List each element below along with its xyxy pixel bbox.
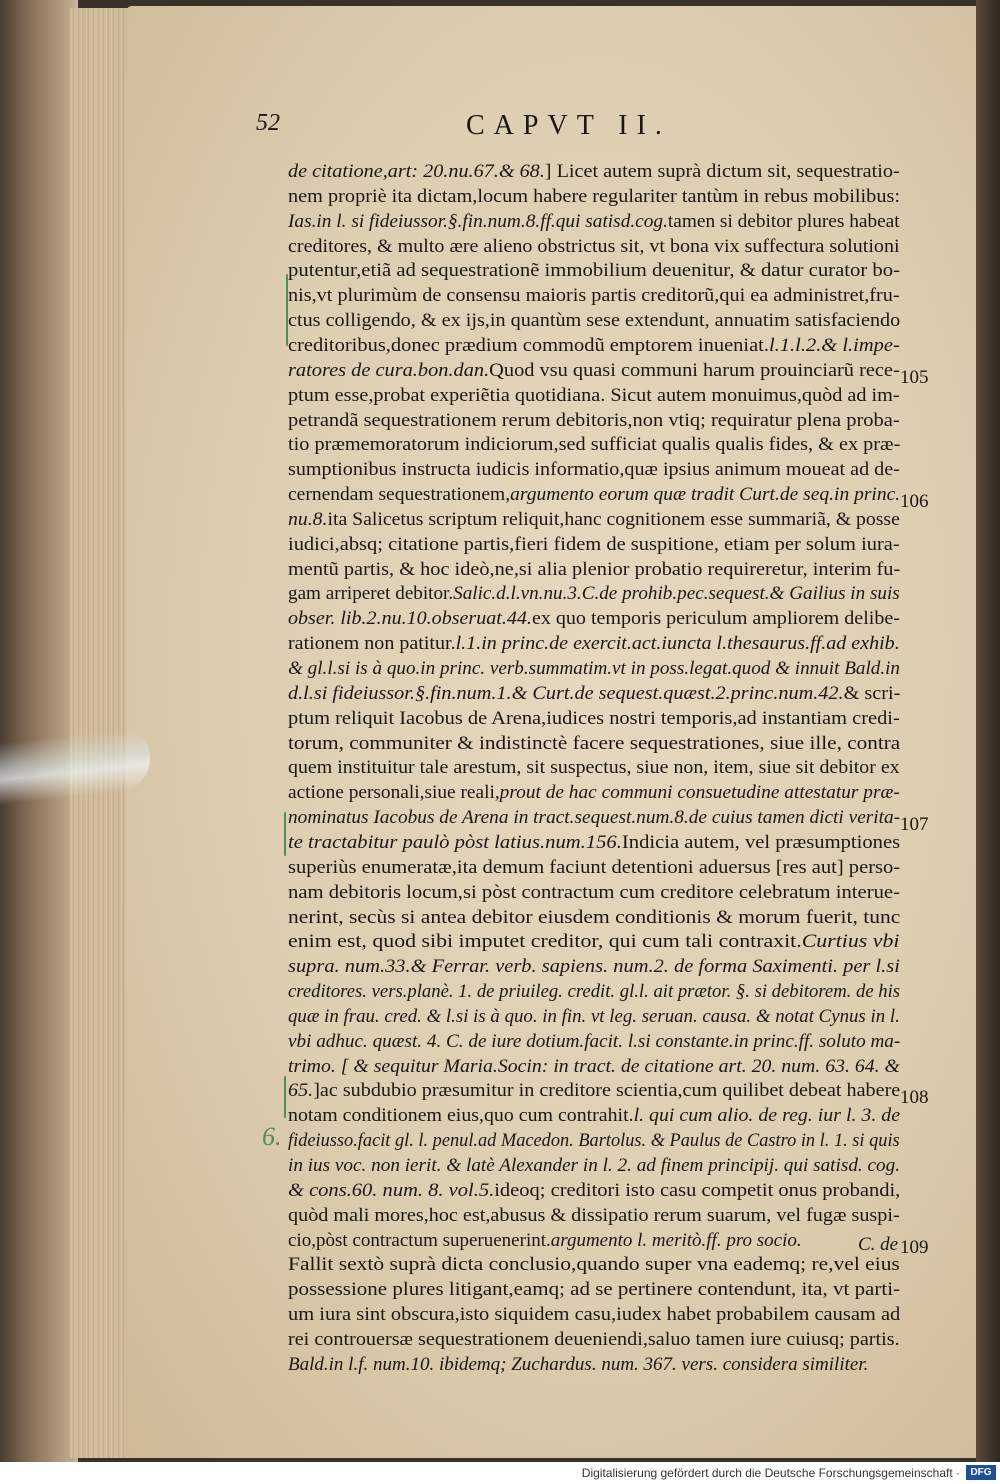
text-line xyxy=(288,1278,900,1302)
text-line xyxy=(288,1030,900,1054)
text-line xyxy=(288,533,900,557)
text-line xyxy=(288,682,900,706)
text-line-content xyxy=(288,756,900,780)
text-segment: ex quo temporis periculum ampliorem delibe- xyxy=(531,608,900,630)
text-segment: quem instituitur tale arestum, sit suspectus, siue non, item, siue sit debitor ex xyxy=(288,757,900,779)
text-line-content xyxy=(288,433,900,457)
text-line xyxy=(288,980,900,1004)
text-segment: notam conditionem eius,quo cum contrahit. xyxy=(288,1105,634,1127)
text-line xyxy=(288,309,900,333)
text-segment: petrandã sequestrationem rerum debitoris,non vtiq; requiratur plena proba- xyxy=(288,409,900,431)
pencil-mark xyxy=(286,274,288,346)
italic-citation: d.l.si fideiussor.§.fin.num.1.& Curt.de sequest.quæst.2.princ.num.42. xyxy=(288,682,844,704)
text-line xyxy=(288,235,900,259)
text-line-content xyxy=(288,160,900,184)
italic-citation: obser. lib.2.nu.10.obseruat.44. xyxy=(288,608,532,630)
text-line-content xyxy=(288,409,900,433)
text-line xyxy=(288,582,900,606)
text-line xyxy=(288,1179,900,1203)
italic-citation: Salic.d.l.vn.nu.3.C.de prohib.pec.sequest.& Gailius in suis xyxy=(453,583,900,605)
text-line xyxy=(288,384,900,408)
text-line-content xyxy=(288,1129,900,1153)
text-segment: Indicia autem, vel præsumptiones xyxy=(621,831,901,853)
text-line-content xyxy=(288,1229,802,1253)
italic-citation: Ias.in l. si fideiussor.§.fin.num.8.ff.qui satisd.cog. xyxy=(288,210,668,232)
text-line xyxy=(288,856,900,880)
text-line xyxy=(288,1328,900,1352)
text-segment: gam arriperet debitor. xyxy=(288,583,454,605)
text-segment: iudici,absq; citatione partis,fieri fidem de suspitione, etiam per solum iura- xyxy=(288,533,900,555)
text-segment: tio præmemoratorum indiciorum,sed sufficiat qualis qualis fides, & ex præ- xyxy=(288,434,901,456)
text-line xyxy=(288,558,900,582)
text-segment: putentur,etiã ad sequestrationẽ immobilium deuenitur, & datur curator bo- xyxy=(288,260,900,282)
text-line-content xyxy=(288,1030,900,1054)
italic-citation: nu.8. xyxy=(288,508,328,530)
text-segment: quòd mali mores,hoc est,abusus & dissipatio rerum suarum, vel fugæ suspi- xyxy=(288,1204,900,1226)
text-line-content xyxy=(288,334,900,358)
text-segment: ideoq; creditori isto casu competit onus probandi, xyxy=(494,1179,901,1201)
text-segment: tamen si debitor plures habeat xyxy=(667,210,900,232)
text-line-content xyxy=(288,682,900,706)
page-gutter-shadow xyxy=(976,0,1000,1462)
text-segment: mentũ partis, & hoc ideò,ne,si alia plenior probatio requireretur, interim fu- xyxy=(288,558,901,580)
text-line xyxy=(288,1129,900,1153)
text-line-content xyxy=(288,806,900,830)
text-line-content xyxy=(288,607,900,631)
text-line-content xyxy=(288,856,900,880)
text-segment: creditores, & multo ære alieno obstrictus sit, vt bona vix suffectura solutioni xyxy=(288,235,900,257)
text-line xyxy=(288,359,900,383)
text-line-content xyxy=(288,657,900,681)
digitization-footer xyxy=(0,1462,1000,1484)
italic-citation: l. qui cum alio. de reg. iur l. 3. de xyxy=(633,1105,901,1127)
italic-citation: in ius voc. non ierit. & latè Alexander in l. 2. ad finem principij. qui satisd. cog. xyxy=(288,1155,901,1176)
text-segment: torum, communiter & indistinctè facere sequestrationes, siue ille, contra xyxy=(288,732,901,754)
text-line xyxy=(288,930,900,954)
italic-citation: quæ in frau. cred. & l.si is à quo. in fin. vt leg. seruan. causa. & notat Cynus in l. xyxy=(288,1005,900,1027)
text-line-content xyxy=(288,558,900,582)
italic-citation: trimo. [ & sequitur Maria.Socin: in tract. de citatione art. 20. num. 63. 64. & xyxy=(288,1055,900,1077)
text-line xyxy=(288,210,900,234)
text-segment: ptum reliquit Iacobus de Arena,iudices nostri temporis,ad instantiam credi- xyxy=(288,707,900,729)
text-line xyxy=(288,831,900,855)
text-segment: ] Licet autem suprà dictum sit, sequestratio- xyxy=(544,161,900,182)
text-line-content xyxy=(288,1079,900,1103)
dfg-logo: DFG xyxy=(966,1465,996,1480)
text-line xyxy=(288,1253,900,1277)
text-segment: ctus colligendo, & ex ijs,in quantùm sese extendunt, annuatim satisfaciendo xyxy=(288,310,901,332)
text-line xyxy=(288,1154,900,1178)
text-line-content xyxy=(288,1055,900,1079)
text-line-content xyxy=(288,185,900,209)
text-line xyxy=(288,483,900,507)
book-binding-edge xyxy=(0,0,78,1462)
text-line-content xyxy=(288,1353,868,1377)
italic-citation: ratores de cura.bon.dan. xyxy=(288,359,490,381)
text-segment: cernendam sequestrationem, xyxy=(288,484,511,506)
text-line-content xyxy=(288,930,899,954)
text-line xyxy=(288,259,900,283)
italic-citation: & cons.60. num. 8. vol.5. xyxy=(288,1179,495,1201)
margin-number: 108 xyxy=(900,1087,929,1109)
text-line-content xyxy=(288,1278,900,1302)
text-line xyxy=(288,781,900,805)
text-line-content xyxy=(288,980,900,1004)
text-line xyxy=(288,632,900,656)
text-line xyxy=(288,906,900,930)
text-segment: cio,pòst contractum superuenerint. xyxy=(288,1229,551,1251)
page-number: 52 xyxy=(256,110,280,136)
italic-citation: de citatione,art: 20.nu.67.& 68. xyxy=(288,161,545,182)
running-head: CAPVT II. xyxy=(466,110,671,141)
text-line xyxy=(288,284,900,308)
text-line-content xyxy=(288,707,900,731)
text-line-content xyxy=(288,732,900,756)
italic-citation: Bald.in l.f. num.10. ibidemq; Zuchardus. num. 367. vers. considera similiter. xyxy=(288,1353,869,1375)
text-line-content xyxy=(288,955,900,979)
text-segment: ita Salicetus scriptum reliquit,hanc cognitionem esse summariã, & posse xyxy=(327,508,900,530)
margin-number: 106 xyxy=(900,491,929,513)
text-line-content xyxy=(288,1253,900,1277)
text-segment: actione personali,siue reali, xyxy=(288,782,500,804)
italic-citation: te tractabitur paulò pòst latius.num.156. xyxy=(288,831,622,853)
pencil-annotation: 6. xyxy=(262,1122,282,1151)
text-segment: Quod vsu quasi communi harum prouinciarũ rece- xyxy=(489,359,900,381)
text-line xyxy=(288,707,900,731)
pencil-mark xyxy=(284,1076,286,1118)
page-header xyxy=(256,110,916,150)
catchword: C. de xyxy=(858,1234,899,1255)
text-line-content xyxy=(288,458,900,482)
text-line-content xyxy=(288,210,900,234)
text-line xyxy=(288,409,900,433)
text-line xyxy=(288,1229,900,1253)
text-line-content xyxy=(288,781,900,805)
italic-citation: argumento l. meritò.ff. pro socio. xyxy=(550,1229,802,1251)
text-line xyxy=(288,458,900,482)
text-line xyxy=(288,881,900,905)
italic-citation: vbi adhuc. quæst. 4. C. de iure dotium.facit. l.si constante.in princ.ff. soluto ma- xyxy=(288,1030,901,1052)
text-line xyxy=(288,508,900,532)
text-line xyxy=(288,607,900,631)
text-line-content xyxy=(288,831,900,855)
text-segment: enim est, quod sibi imputet creditor, qui cum tali contraxit. xyxy=(288,931,802,953)
italic-citation: Curtius vbi xyxy=(801,931,900,953)
text-line xyxy=(288,1005,900,1029)
text-line-content xyxy=(288,1303,900,1327)
text-line xyxy=(288,1204,900,1228)
text-line xyxy=(288,657,900,681)
text-segment: um iura sint obscura,isto siquidem casu,iudex habet probabilem causam ad xyxy=(288,1304,901,1326)
italic-citation: l.1.l.2.& l.impe- xyxy=(768,334,900,356)
text-line-content xyxy=(288,284,900,308)
text-line xyxy=(288,756,900,780)
italic-citation: prout de hac communi consuetudine attestatur præ- xyxy=(499,782,900,804)
text-line-content xyxy=(288,582,900,606)
margin-number: 105 xyxy=(900,366,929,388)
margin-number: 109 xyxy=(900,1236,929,1258)
italic-citation: & gl.l.si is à quo.in princ. verb.summatim.vt in poss.legat.quod & innuit Bald.in xyxy=(288,658,900,679)
text-line xyxy=(288,1303,900,1327)
text-line xyxy=(288,334,900,358)
text-line-content xyxy=(288,359,900,383)
italic-citation: 65. xyxy=(288,1080,314,1102)
text-segment: ptum esse,probat experiẽtia quotidiana. Sicut autem monuimus,quòd ad im- xyxy=(288,384,900,406)
italic-citation: l.1.in princ.de exercit.act.iuncta l.thesaurus.ff.ad exhib. xyxy=(455,633,900,655)
text-line-content xyxy=(288,384,900,408)
text-line xyxy=(288,732,900,756)
italic-citation: nominatus Iacobus de Arena in tract.sequest.num.8.de cuius tamen dicti verita- xyxy=(288,807,901,829)
text-line xyxy=(288,806,900,830)
text-line xyxy=(288,1055,900,1079)
text-line-content xyxy=(288,259,900,283)
text-segment: ]ac subdubio præsumitur in creditore scientia,cum quilibet debeat habere xyxy=(313,1080,901,1102)
text-segment: nis,vt plurimùm de consensu maioris partis creditorũ,qui ea administret,fru- xyxy=(288,285,900,307)
italic-citation: supra. num.33.& Ferrar. verb. sapiens. num.2. de forma Saximenti. per l.si xyxy=(288,956,900,978)
italic-citation: fideiusso.facit gl. l. penul.ad Macedon. Bartolus. & Paulus de Castro in l. 1. si quis xyxy=(288,1130,900,1152)
text-line-content xyxy=(288,881,900,905)
text-line-content xyxy=(288,1328,900,1352)
text-segment: Fallit sextò suprà dicta conclusio,quando super vna eademq; re,vel eius xyxy=(288,1254,900,1276)
text-line xyxy=(288,1104,900,1128)
text-line xyxy=(288,433,900,457)
text-segment: creditoribus,donec prædium commodũ emptorem inueniat. xyxy=(288,334,769,356)
text-segment: possessione plures litigant,eamq; ad se pertinere contendunt, ita, vt parti- xyxy=(288,1279,901,1301)
text-line-content xyxy=(288,235,900,259)
text-line-content xyxy=(288,1154,900,1178)
text-segment: superiùs enumeratæ,ita demum faciunt detentioni aduersus [res aut] perso- xyxy=(288,856,901,878)
text-line-content xyxy=(288,309,900,333)
italic-citation: creditores. vers.planè. 1. de priuileg. credit. gl.l. ait prætor. §. si debitorem. de his xyxy=(288,981,901,1003)
text-line xyxy=(288,160,900,184)
text-line xyxy=(288,955,900,979)
text-line-content xyxy=(288,1204,900,1228)
text-line-content xyxy=(288,632,900,656)
footer-credit: Digitalisierung gefördert durch die Deutsche Forschungsgemeinschaft · xyxy=(581,1466,960,1480)
text-segment: rationem non patitur. xyxy=(288,633,456,655)
text-segment: rei controuersæ sequestrationem deueniendi,saluo tamen iure cuiusq; partis. xyxy=(288,1328,900,1350)
text-line-content xyxy=(288,1104,900,1128)
text-segment: nem propriè ita dictam,locum habere regulariter tantùm in rebus mobilibus: xyxy=(288,185,900,207)
text-line-content xyxy=(288,906,900,930)
margin-number: 107 xyxy=(900,814,929,836)
pencil-mark xyxy=(284,812,286,856)
text-segment: nerint, secùs si antea debitor eiusdem conditionis & morum fuerit, tunc xyxy=(288,906,901,928)
text-segment: & scri- xyxy=(843,682,901,704)
text-segment: sumptionibus instructa iudicis informatio,quæ ipsius animum moueat ad de- xyxy=(288,459,900,481)
text-line-content xyxy=(288,483,900,507)
text-segment: nam debitoris locum,si pòst contractum cum creditore celebratum interue- xyxy=(288,881,900,903)
text-line xyxy=(288,1353,900,1377)
text-line-content xyxy=(288,1179,900,1203)
text-line-content xyxy=(288,533,900,557)
text-line xyxy=(288,185,900,209)
text-line-content xyxy=(288,1005,900,1029)
text-line-content xyxy=(288,508,900,532)
text-line xyxy=(288,1079,900,1103)
italic-citation: argumento eorum quæ tradit Curt.de seq.in princ. xyxy=(510,484,901,506)
